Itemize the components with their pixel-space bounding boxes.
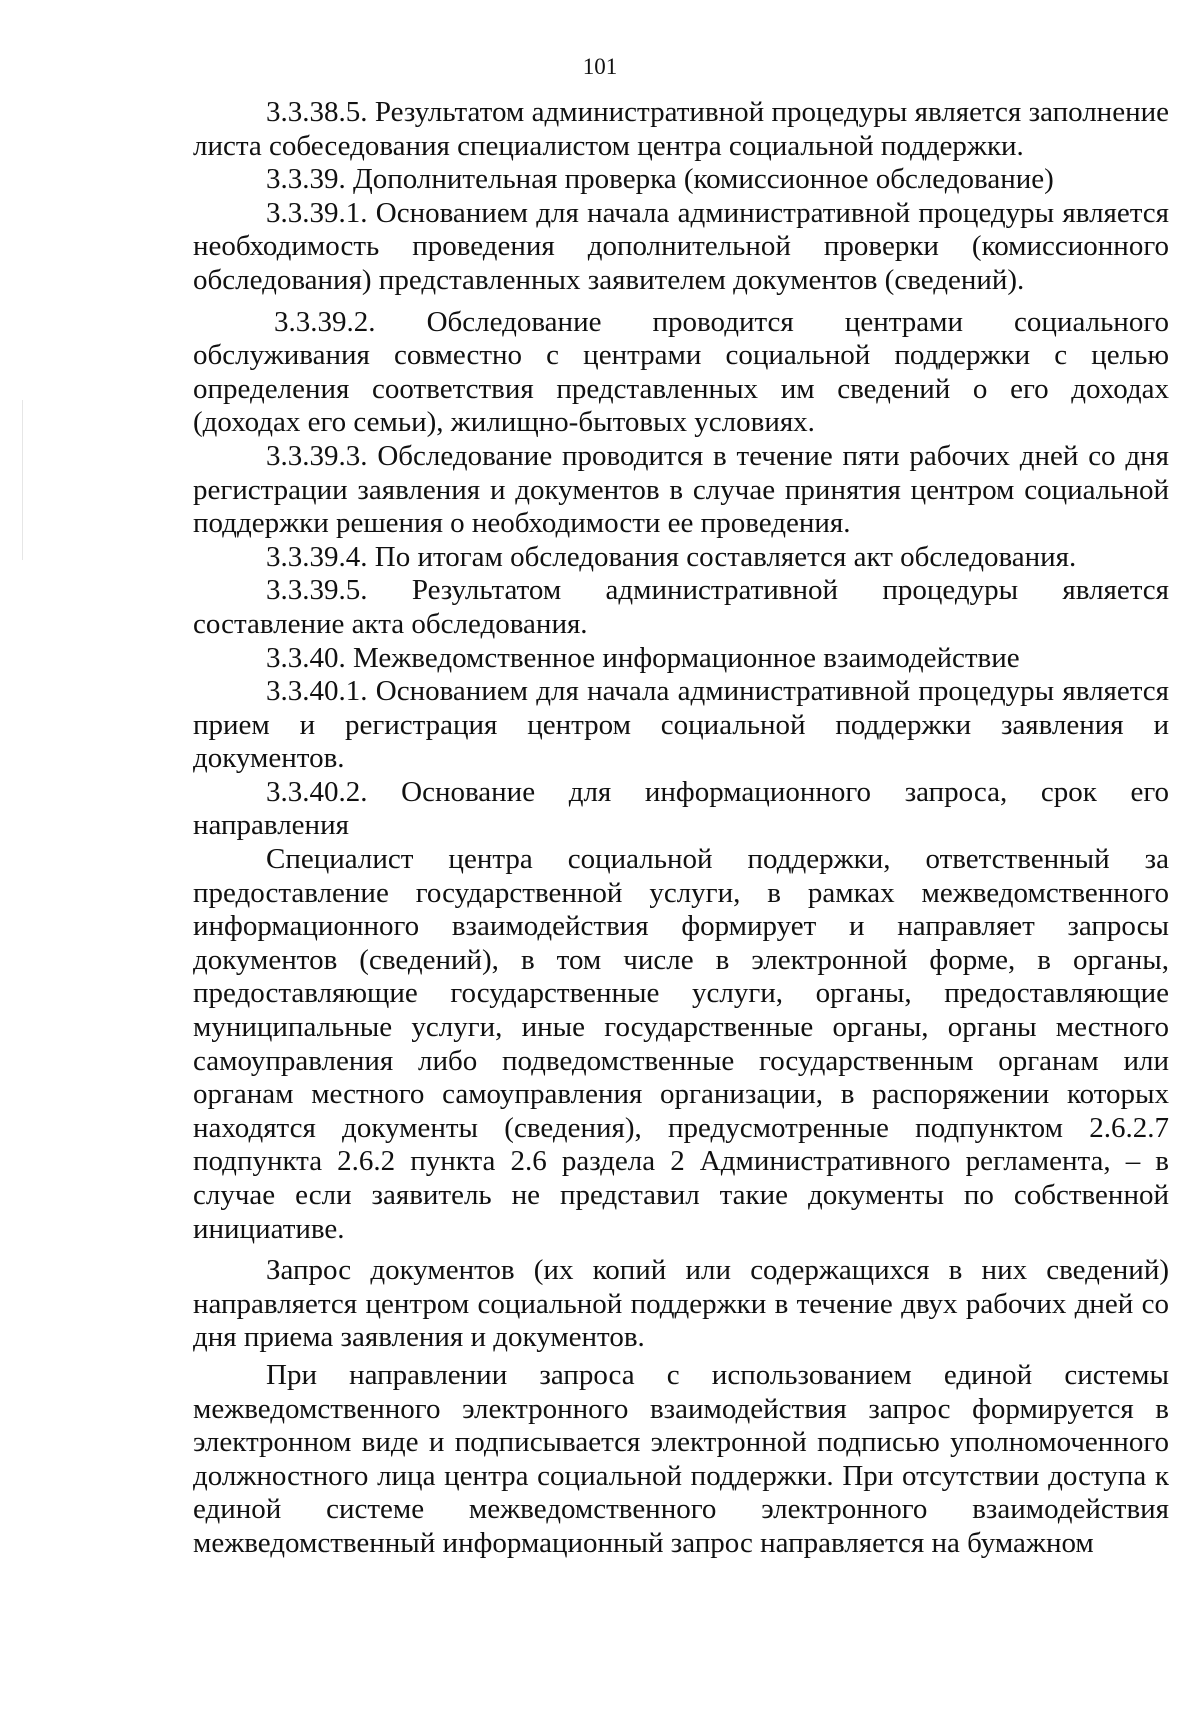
paragraph-3-3-39-2: 3.3.39.2. Обследование проводится центрами социального обслуживания совместно с центрами социальной поддержки с целью определения соответствия представленных им сведений о его доходах (доходах его семьи), жилищно-бытовых условиях. <box>193 305 1169 439</box>
paragraph-specialist-requests: Специалист центра социальной поддержки, ответственный за предоставление государственной услуги, в рамках межведомственного информационного взаимодействия формирует и направляет запросы документов (сведений), в том числе в электронной форме, в органы, предоставляющие государственные услуги, органы, предоставляющие муниципальные услуги, иные государственные органы, органы местного самоуправления либо подведомственные государственным органам или органам местного самоуправления организации, в распоряжении которых находятся документы (сведения), предусмотренные подпунктом 2.6.2.7 подпункта 2.6.2 пункта 2.6 раздела 2 Административного регламента, – в случае если заявитель не представил такие документы по собственной инициативе. <box>193 843 1169 1245</box>
document-body <box>193 96 1169 1561</box>
paragraph-request-timing: Запрос документов (их копий или содержащихся в них сведений) направляется центром социальной поддержки в течение двух рабочих дней со дня приема заявления и документов. <box>193 1254 1169 1354</box>
paragraph-3-3-40-1: 3.3.40.1. Основанием для начала административной процедуры является прием и регистрация центром социальной поддержки заявления и документов. <box>193 675 1169 775</box>
paragraph-3-3-40-2: 3.3.40.2. Основание для информационного запроса, срок его направления <box>193 775 1169 842</box>
page-number: 101 <box>582 54 618 79</box>
paragraph-3-3-39-3: 3.3.39.3. Обследование проводится в течение пяти рабочих дней со дня регистрации заявления и документов в случае принятия центром социальной поддержки решения о необходимости ее проведения. <box>193 439 1169 540</box>
heading-3-3-40: 3.3.40. Межведомственное информационное взаимодействие <box>266 641 1020 674</box>
paragraph-3-3-39-4: 3.3.39.4. По итогам обследования составляется акт обследования. <box>266 540 1077 573</box>
paragraph-3-3-39-5: 3.3.39.5. Результатом административной процедуры является составление акта обследования. <box>193 574 1169 640</box>
paragraph-3-3-39-1: 3.3.39.1. Основанием для начала административной процедуры является необходимость проведения дополнительной проверки (комиссионного обследования) представленных заявителем документов (сведений). <box>193 196 1169 296</box>
paragraph-3-3-38-5: 3.3.38.5. Результатом административной процедуры является заполнение листа собеседования специалистом центра социальной поддержки. <box>193 96 1169 162</box>
paragraph-electronic-request: При направлении запроса с использованием единой системы межведомственного электронного взаимодействия запрос формируется в электронном виде и подписывается электронной подписью уполномоченного должностного лица центра социальной поддержки. При отсутствии доступа к единой системе межведомственного электронного взаимодействия межведомственный информационный запрос направляется на бумажном <box>193 1358 1169 1559</box>
heading-3-3-39: 3.3.39. Дополнительная проверка (комиссионное обследование) <box>266 163 1054 196</box>
scan-edge-mark <box>0 400 23 560</box>
